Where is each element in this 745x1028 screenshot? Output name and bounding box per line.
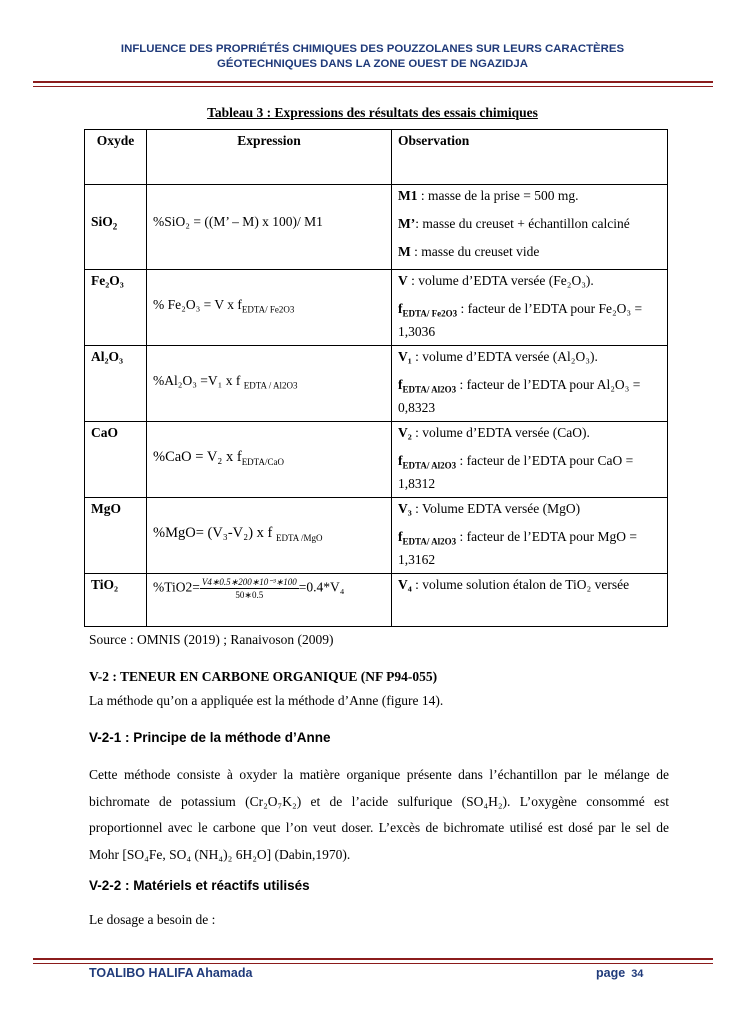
observation-term: V₁ (398, 349, 412, 364)
footer-page-number: 34 (631, 968, 644, 980)
observation-line (398, 272, 661, 290)
observation-text: : volume solution étalon de TiO₂ versée (411, 577, 630, 592)
table-row (85, 270, 668, 346)
expression-subscript: EDTA/CaO (241, 456, 284, 467)
observation-line (398, 376, 661, 417)
oxide-cell: Al₂O₃ (85, 346, 147, 422)
observation-line (398, 187, 661, 205)
fraction-denominator: 50∗0.5 (235, 590, 264, 600)
section-v2-intro: La méthode qu’on a appliquée est la méthode d’Anne (figure 14). (89, 693, 444, 708)
section-v2-2-intro: Le dosage a besoin de : (89, 912, 216, 927)
observation-term: V₂ (398, 425, 412, 440)
observation-subscript: EDTA/ Al2O3 (402, 384, 457, 395)
oxide-cell: MgO (85, 498, 147, 574)
observation-subscript: EDTA/ Fe2O3 (402, 308, 458, 319)
section-heading-v2-2: V-2-2 : Matériels et réactifs utilisés (89, 878, 310, 893)
footer-page (596, 966, 643, 980)
observation-term: f (398, 301, 403, 316)
observation-cell (392, 498, 668, 574)
observation-line (398, 215, 661, 233)
expression-cell (147, 574, 392, 627)
expression-text: %MgO= (V₃-V₂) x f (153, 525, 276, 541)
table-row (85, 346, 668, 422)
table-row (85, 422, 668, 498)
expression-subscript: EDTA/ Fe2O3 (241, 304, 295, 315)
header-rule (33, 81, 713, 87)
col-header-observation: Observation (392, 130, 668, 185)
expression-text: %Al₂O₃ =V₁ x f (153, 373, 244, 388)
expression-subscript: EDTA / Al2O3 (243, 380, 298, 391)
observation-text: : Volume EDTA versée (MgO) (411, 501, 581, 516)
oxide-cell: Fe₂O₃ (85, 270, 147, 346)
observation-text: : volume d’EDTA versée (CaO). (411, 425, 590, 440)
observation-text: : facteur de l’EDTA pour Al₂O₃ = 0,8323 (398, 377, 641, 415)
col-header-expression: Expression (147, 130, 392, 185)
observation-text: : masse du creuset + échantillon calciné (415, 216, 630, 231)
observation-term: f (398, 529, 403, 544)
expression-cell (147, 422, 392, 498)
results-table (84, 129, 668, 627)
observation-text: : facteur de l’EDTA pour MgO = 1,3162 (398, 529, 637, 567)
expression-text: %CaO = V₂ x f (153, 449, 242, 465)
expression-subscript: EDTA /MgO (276, 532, 323, 543)
observation-line (398, 452, 661, 493)
observation-term: V₃ (398, 501, 412, 516)
expression-cell (147, 270, 392, 346)
observation-text: : volume d’EDTA versée (Al₂O₃). (411, 349, 598, 364)
oxide-cell: TiO₂ (85, 574, 147, 627)
header-line-1: INFLUENCE DES PROPRIÉTÉS CHIMIQUES DES POUZZOLANES SUR LEURS CARACTÈRES (120, 43, 625, 55)
observation-term: M’ (398, 216, 416, 231)
observation-cell (392, 185, 668, 270)
observation-term: V (398, 273, 408, 288)
expression-cell (147, 498, 392, 574)
observation-cell (392, 346, 668, 422)
table-row (85, 574, 668, 627)
observation-term: f (398, 453, 403, 468)
expression-text: %SiO₂ = ((M’ – M) x 100)/ M1 (153, 214, 323, 229)
section-heading-v2: V-2 : TENEUR EN CARBONE ORGANIQUE (NF P94-055) (89, 669, 438, 684)
observation-cell (392, 574, 668, 627)
expression-cell (147, 346, 392, 422)
observation-cell (392, 270, 668, 346)
footer-rule (33, 958, 713, 964)
observation-text: : facteur de l’EDTA pour Fe₂O₃ = 1,3036 (398, 301, 643, 339)
table-source: Source : OMNIS (2019) ; Ranaivoson (2009) (89, 632, 334, 647)
expression-prefix: %TiO2= (153, 579, 200, 595)
expression-text: % Fe₂O₃ = V x f (153, 297, 242, 312)
observation-line (398, 424, 661, 442)
observation-line (398, 348, 661, 366)
observation-cell (392, 422, 668, 498)
table-row (85, 498, 668, 574)
fraction-numerator: V4∗0.5∗200∗10⁻³∗100 (201, 577, 297, 587)
footer-author: TOALIBO HALIFA Ahamada (89, 966, 253, 980)
table-caption: Tableau 3 : Expressions des résultats des essais chimiques (207, 105, 538, 120)
observation-term: V₄ (398, 577, 412, 592)
col-header-oxyde: Oxyde (85, 130, 147, 185)
section-heading-v2-1: V-2-1 : Principe de la méthode d’Anne (89, 730, 331, 745)
header-line-2: GÉOTECHNIQUES DANS LA ZONE OUEST DE NGAZIDJA (217, 58, 528, 70)
observation-subscript: EDTA/ Al2O3 (402, 460, 457, 471)
expression-cell (147, 185, 392, 270)
observation-text: : facteur de l’EDTA pour CaO = 1,8312 (398, 453, 634, 491)
oxide-cell: CaO (85, 422, 147, 498)
oxide-subscript: 2 (112, 221, 118, 232)
observation-text: : masse de la prise = 500 mg. (417, 188, 579, 203)
table-header-row (85, 130, 668, 185)
observation-line (398, 528, 661, 569)
table-row (85, 185, 668, 270)
observation-line (398, 500, 661, 518)
oxide-cell (85, 185, 147, 270)
observation-text: : masse du creuset vide (410, 244, 540, 259)
observation-term: M (398, 244, 411, 259)
section-v2-1-paragraph: Cette méthode consiste à oxyder la matière organique présente dans l’échantillon par le mélange de bichromate de potassium (Cr₂O₇K₂) et de l’acide sulfurique (SO₄H₂). L’oxygène consommé est proportionnel avec le carbone que l’on veut doser. L’excès de bichromate utilisé est dosé par le sel de Mohr [SO₄Fe, SO₄ (NH₄)₂ 6H₂O] (Dabin,1970). (89, 767, 669, 862)
observation-subscript: EDTA/ Al2O3 (402, 536, 457, 547)
observation-line (398, 300, 661, 341)
observation-term: f (398, 377, 403, 392)
running-header (60, 42, 685, 72)
fraction (200, 576, 299, 601)
footer-page-label: page (596, 966, 626, 980)
observation-line (398, 243, 661, 261)
observation-term: M1 (398, 188, 418, 203)
expression-suffix: =0.4*V₄ (298, 579, 345, 595)
observation-line (398, 576, 661, 594)
oxide-name: SiO (91, 214, 113, 229)
observation-text: : volume d’EDTA versée (Fe₂O₃). (407, 273, 594, 288)
